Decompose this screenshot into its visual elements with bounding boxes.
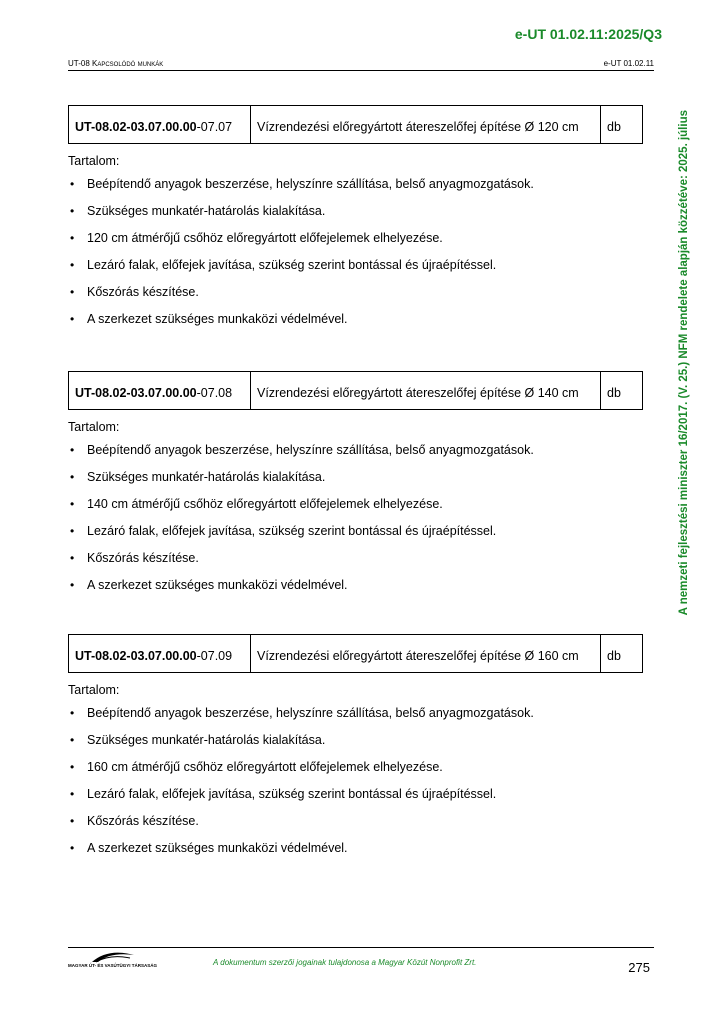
item-code: UT-08.02-03.07.00.00 xyxy=(75,119,197,134)
work-item-table xyxy=(68,371,643,410)
list-item: • Lezáró falak, előfejek javítása, szükség szerint bontással és újraépítéssel. xyxy=(68,522,642,549)
list-item: • Kőszórás készítése. xyxy=(68,283,642,310)
list-item: • 160 cm átmérőjű csőhöz előregyártott előfejelemek elhelyezése. xyxy=(68,758,642,785)
list-item: • Kőszórás készítése. xyxy=(68,549,642,576)
item-code: UT-08.02-03.07.00.00 xyxy=(75,385,197,400)
copyright-notice: A dokumentum szerzői jogainak tulajdonosa a Magyar Közút Nonprofit Zrt. xyxy=(213,958,477,967)
content-label: Tartalom: xyxy=(68,154,120,168)
content-label: Tartalom: xyxy=(68,683,120,697)
item-code-cell xyxy=(69,106,251,144)
list-item: • A szerkezet szükséges munkaközi védelmével. xyxy=(68,839,642,866)
work-item xyxy=(68,105,642,337)
work-item xyxy=(68,634,642,866)
list-item: • Beépítendő anyagok beszerzése, helyszínre szállítása, belső anyagmozgatások. xyxy=(68,175,642,202)
item-code-cell xyxy=(69,372,251,410)
document-code: e-UT 01.02.11:2025/Q3 xyxy=(514,26,662,42)
item-code-suffix: -07.09 xyxy=(196,648,233,663)
running-header xyxy=(68,59,654,71)
footer-divider xyxy=(68,947,654,948)
item-code-suffix: -07.08 xyxy=(196,385,233,400)
item-description: Vízrendezési előregyártott átereszelőfej építése Ø 140 cm xyxy=(251,372,601,410)
document-reference: e-UT 01.02.11 xyxy=(603,59,654,68)
page-number: 275 xyxy=(628,960,650,975)
item-code-suffix: -07.07 xyxy=(196,119,233,134)
list-item: • 140 cm átmérőjű csőhöz előregyártott előfejelemek elhelyezése. xyxy=(68,495,642,522)
content-list xyxy=(68,704,642,866)
list-item: • Kőszórás készítése. xyxy=(68,812,642,839)
work-item-table xyxy=(68,634,643,673)
item-code-cell xyxy=(69,635,251,673)
organization-logo xyxy=(68,950,160,972)
publication-note-text: A nemzeti fejlesztési miniszter 16/2017. (V. 25.) NFM rendelete alapján közzétéve: 2025. július xyxy=(678,110,690,616)
list-item: • Lezáró falak, előfejek javítása, szükség szerint bontással és újraépítéssel. xyxy=(68,256,642,283)
list-item: • Lezáró falak, előfejek javítása, szükség szerint bontással és újraépítéssel. xyxy=(68,785,642,812)
content-list xyxy=(68,441,642,603)
list-item: • A szerkezet szükséges munkaközi védelmével. xyxy=(68,310,642,337)
list-item: • Szükséges munkatér-határolás kialakítása. xyxy=(68,731,642,758)
list-item: • Szükséges munkatér-határolás kialakítása. xyxy=(68,202,642,229)
content-label: Tartalom: xyxy=(68,420,120,434)
item-code: UT-08.02-03.07.00.00 xyxy=(75,648,197,663)
item-unit: db xyxy=(601,372,643,410)
work-item xyxy=(68,371,642,603)
list-item: • Beépítendő anyagok beszerzése, helyszínre szállítása, belső anyagmozgatások. xyxy=(68,441,642,468)
item-unit: db xyxy=(601,635,643,673)
logo-swoosh-icon xyxy=(90,950,136,964)
item-description: Vízrendezési előregyártott átereszelőfej építése Ø 160 cm xyxy=(251,635,601,673)
list-item: • Beépítendő anyagok beszerzése, helyszínre szállítása, belső anyagmozgatások. xyxy=(68,704,642,731)
section-title: UT-08 Kapcsolódó munkák xyxy=(68,59,164,68)
list-item: • A szerkezet szükséges munkaközi védelmével. xyxy=(68,576,642,603)
content-list xyxy=(68,175,642,337)
list-item: • 120 cm átmérőjű csőhöz előregyártott előfejelemek elhelyezése. xyxy=(68,229,642,256)
item-description: Vízrendezési előregyártott átereszelőfej építése Ø 120 cm xyxy=(251,106,601,144)
publication-side-note xyxy=(674,96,694,630)
work-item-table xyxy=(68,105,643,144)
list-item: • Szükséges munkatér-határolás kialakítása. xyxy=(68,468,642,495)
logo-text: MAGYAR ÚT- ÉS VASÚTÜGYI TÁRSASÁG xyxy=(68,963,158,968)
item-unit: db xyxy=(601,106,643,144)
